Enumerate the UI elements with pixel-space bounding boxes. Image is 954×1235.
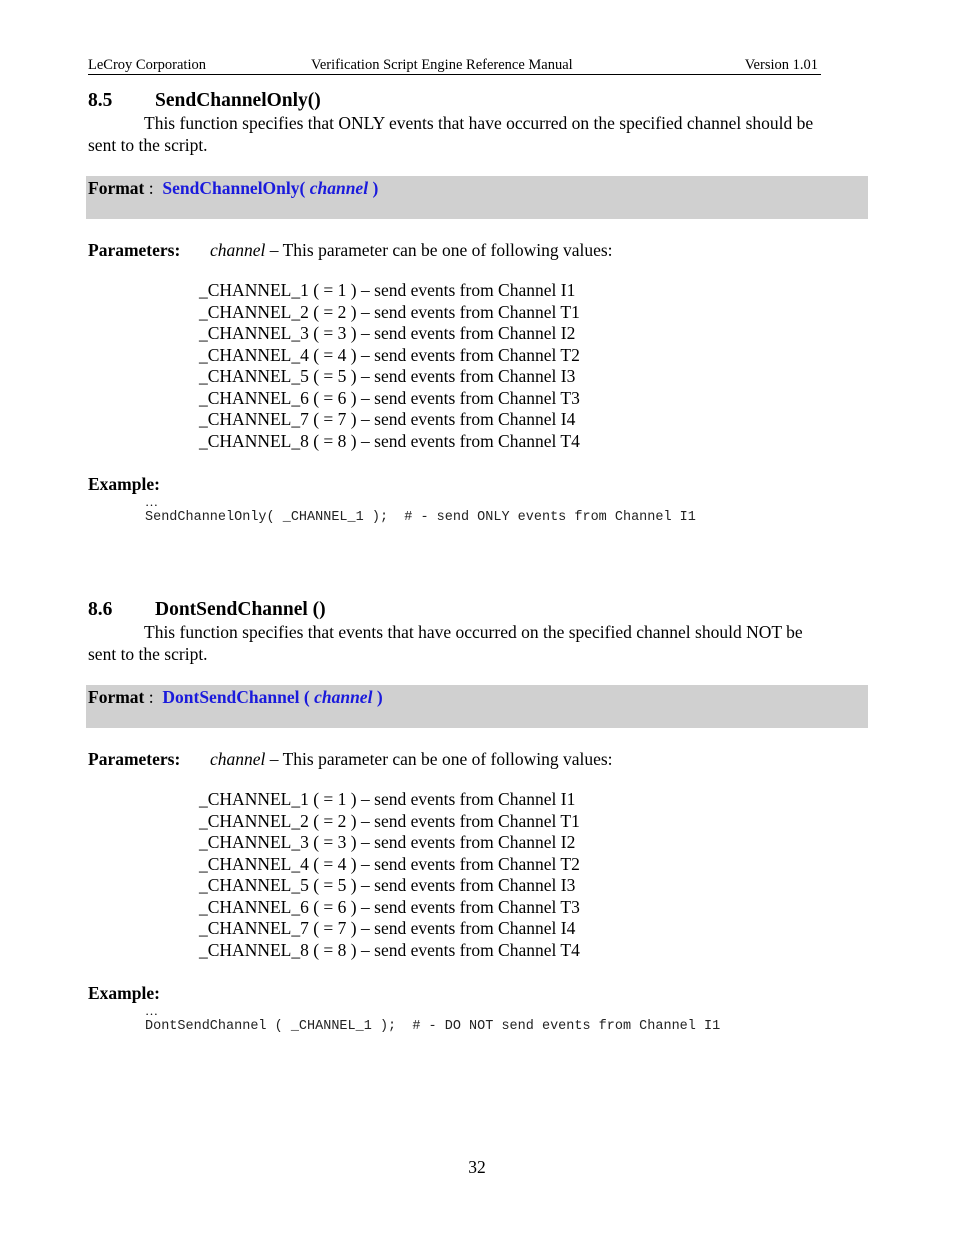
section-heading — [88, 599, 326, 621]
page-header — [88, 56, 821, 75]
example-label: Example: — [88, 474, 160, 494]
parameters-line — [88, 749, 613, 770]
section-description — [88, 112, 868, 156]
channel-value: _CHANNEL_6 ( = 6 ) – send events from Channel T3 — [199, 896, 580, 917]
page-number: 32 — [468, 1157, 486, 1177]
format-close-paren: ) — [368, 178, 379, 198]
format-signature — [162, 687, 382, 707]
format-function-name: DontSendChannel ( — [162, 687, 310, 707]
channel-value: _CHANNEL_8 ( = 8 ) – send events from Channel T4 — [199, 430, 580, 451]
header-company: LeCroy Corporation — [88, 57, 206, 73]
format-function-name: SendChannelOnly( — [162, 178, 306, 198]
channel-value: _CHANNEL_5 ( = 5 ) – send events from Channel I3 — [199, 366, 576, 386]
format-line — [88, 178, 378, 199]
example-label: Example: — [88, 983, 160, 1003]
format-colon: : — [144, 687, 154, 707]
example-ellipsis: … — [145, 1003, 158, 1018]
channel-values-list — [199, 280, 580, 452]
parameter-name: channel — [210, 240, 266, 260]
channel-value: _CHANNEL_1 ( = 1 ) – send events from Channel I1 — [199, 280, 576, 300]
channel-value: _CHANNEL_1 ( = 1 ) – send events from Channel I1 — [199, 789, 576, 809]
channel-value: _CHANNEL_5 ( = 5 ) – send events from Channel I3 — [199, 875, 576, 895]
channel-value: _CHANNEL_3 ( = 3 ) – send events from Channel I2 — [199, 323, 576, 343]
channel-value: _CHANNEL_7 ( = 7 ) – send events from Channel I4 — [199, 918, 576, 938]
channel-value: _CHANNEL_3 ( = 3 ) – send events from Channel I2 — [199, 832, 576, 852]
section-title: DontSendChannel () — [155, 599, 326, 620]
section-description — [88, 621, 868, 665]
format-label: Format — [88, 178, 145, 198]
parameter-name: channel — [210, 749, 266, 769]
parameter-description: – This parameter can be one of following values: — [265, 240, 613, 260]
channel-value: _CHANNEL_2 ( = 2 ) – send events from Channel T1 — [199, 810, 580, 831]
channel-values-list — [199, 789, 580, 961]
example-code: SendChannelOnly( _CHANNEL_1 ); # - send ONLY events from Channel I1 — [145, 510, 696, 525]
section-number: 8.5 — [88, 90, 113, 111]
header-version: Version 1.01 — [744, 57, 818, 73]
example-code: DontSendChannel ( _CHANNEL_1 ); # - DO NOT send events from Channel I1 — [145, 1019, 721, 1034]
example-ellipsis: … — [145, 494, 158, 509]
format-argument: channel — [309, 178, 369, 198]
parameters-label: Parameters: — [88, 240, 181, 260]
format-box — [86, 176, 868, 219]
parameters-label: Parameters: — [88, 749, 181, 769]
section-title: SendChannelOnly() — [155, 90, 321, 111]
description-line-2: sent to the script. — [88, 135, 208, 155]
format-close-paren: ) — [372, 687, 383, 707]
header-manual-title: Verification Script Engine Reference Manual — [311, 57, 573, 73]
channel-value: _CHANNEL_7 ( = 7 ) – send events from Channel I4 — [199, 409, 576, 429]
channel-value: _CHANNEL_8 ( = 8 ) – send events from Channel T4 — [199, 939, 580, 960]
parameter-description: – This parameter can be one of following values: — [265, 749, 613, 769]
format-colon: : — [144, 178, 154, 198]
format-label: Format — [88, 687, 145, 707]
channel-value: _CHANNEL_4 ( = 4 ) – send events from Channel T2 — [199, 853, 580, 874]
description-line-1: This function specifies that events that have occurred on the specified channel should NOT be — [144, 622, 803, 642]
channel-value: _CHANNEL_2 ( = 2 ) – send events from Channel T1 — [199, 301, 580, 322]
channel-value: _CHANNEL_4 ( = 4 ) – send events from Channel T2 — [199, 344, 580, 365]
format-line — [88, 687, 383, 708]
section-number: 8.6 — [88, 599, 113, 620]
section-heading — [88, 90, 321, 112]
description-line-2: sent to the script. — [88, 644, 208, 664]
format-box — [86, 685, 868, 728]
description-line-1: This function specifies that ONLY events that have occurred on the specified channel should be — [144, 113, 814, 133]
parameters-line — [88, 240, 613, 261]
format-argument: channel — [314, 687, 373, 707]
format-signature — [162, 178, 378, 198]
channel-value: _CHANNEL_6 ( = 6 ) – send events from Channel T3 — [199, 387, 580, 408]
